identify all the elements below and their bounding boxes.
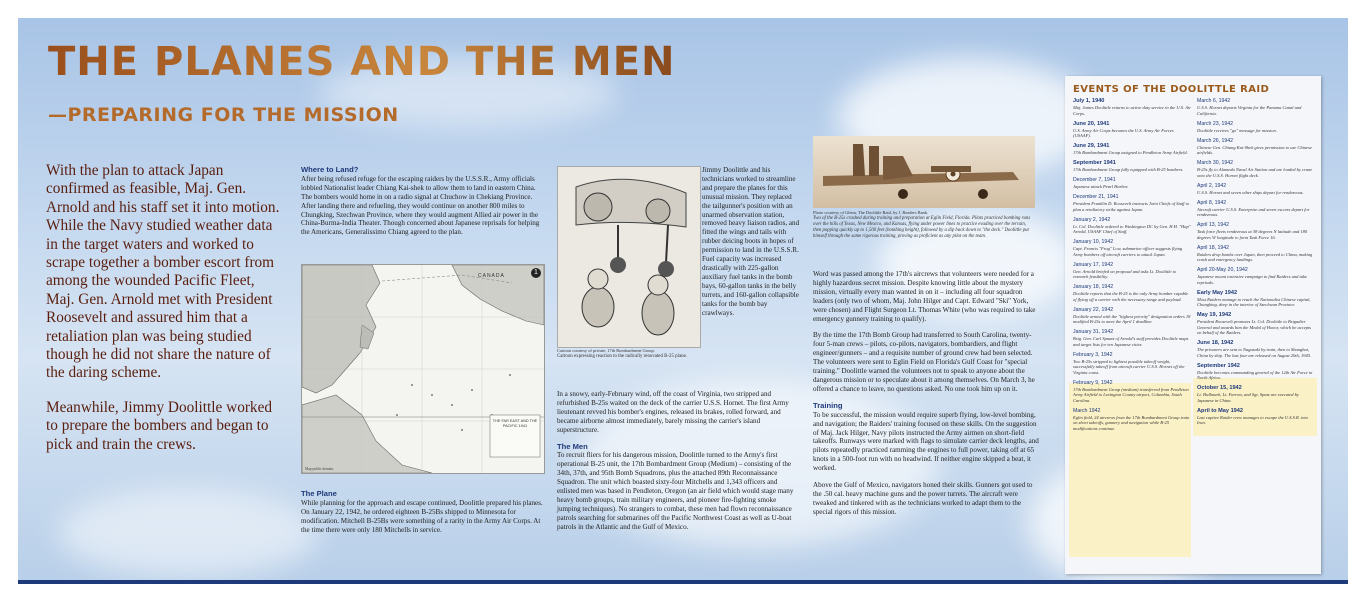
event-text: Aircraft carrier U.S.S. Enterprise and seven escorts depart for rendezvous. [1197,206,1310,217]
event-item [1073,160,1191,173]
map-credit: Map public domain. [305,467,335,471]
the-plane-section [301,490,543,543]
event-date: June 18, 1942 [1197,340,1234,346]
event-date: October 15, 1942 [1197,385,1242,391]
event-date: April to May 1942 [1197,407,1244,414]
section-text: Jimmy Doolittle and his technicians worked to streamline and prepare the planes for this unusual mission. They replaced the tailgunner's position with an unarmed observation station, removed heavy liaison radios, and fitted the wings and tails with rubber deicing boots in hopes of permission to land in the U.S.S.R. Fuel capacity was increased drastically with 225-gallon auxiliary fuel tanks in the bomb bays, 60-gallon tanks in the belly turrets, and 160-gallon collapsible tanks for the bomb bay crawlways. [702,166,800,317]
event-text: Lt. Hallmark, Lt. Farrow, and Sgt. Spatz are executed by Japanese in China. [1197,392,1299,403]
event-text: U.S.S. Hornet departs Virginia for the Panama Canal and California. [1197,105,1302,116]
event-text: Task force fleets rendezvous at 38 degrees N latitude and 180 degrees W longitude to form Task Force 16. [1197,229,1308,240]
photo-credit: Photo courtesy of Glenn, The Doolittle Raid, by J. Readers Bank. [813,210,929,215]
where-to-land-section [301,166,543,245]
event-item [1197,121,1315,134]
event-date: March 6, 1942 [1197,98,1231,104]
panel-border [18,580,1348,584]
event-text: Two B-25s stripped to lightest possible takeoff weight, successfully takeoff from aircraft carrier U.S.S. Hornet off the Virginia coast. [1073,358,1185,375]
event-item [1197,340,1315,358]
event-date: March 26, 1942 [1197,137,1234,144]
section-heading: Where to Land? [301,165,359,174]
event-text: U.S. Army Air Corps becomes the U.S. Army Air Forces (USAAF). [1073,127,1174,138]
event-item [1197,138,1315,156]
event-item [1197,222,1315,240]
event-item [1197,363,1315,381]
event-text: Gen. Arnold briefed on proposal and asks Lt. Doolittle to research feasibility. [1073,268,1177,279]
lead-text [46,162,286,470]
event-text: The prisoners are sent to Nagasaki by train, then to Shanghai, China by ship. The last four are released on August 20th, 1945. [1197,347,1312,358]
event-text: Lt. Col. Doolittle ordered to Washington DC by Gen. H.H. "Hap" Arnold, USAAF Chief of Staff. [1073,223,1191,234]
event-item [1073,352,1191,376]
event-text: Most Raiders manage to reach the Nationalist Chinese capital, Chungking, deep in the interior of Szechwan Province. [1197,296,1311,307]
section-text: By the time the 17th Bomb Group had transferred to South Carolina, twenty-four 5-man crews – pilots, co-pilots, navigators, bombardiers, and flight engineer/gunners – and a requisite number of ground crew had been selected. The volunteers were sent to Eglin Field on Florida's Gulf Coast for "special training." Doolittle warned the volunteers not to speak to anyone about the dangerous mission or to speculate about it among themselves. On March 3, he offered a chance to leave, no questions asked. No one took him up on it. [813,331,1035,393]
event-item [1197,290,1315,308]
section-heading: Training [813,400,843,410]
event-text: 17th Bombardment Group assigned to Pendleton Army Airfield. [1073,150,1188,155]
page-subtitle: —PREPARING FOR THE MISSION [48,104,399,126]
map-graphic [302,265,544,473]
event-text: U.S.S. Hornet and seven other ships depart for rendezvous. [1197,189,1304,195]
event-date: May 19, 1942 [1197,312,1232,318]
section-text: Word was passed among the 17th's aircrews that volunteers were needed for a highly hazardous secret mission. Despite knowing little about the mystery mission, virtually every man wanted in on it – including all four squadron leaders (only two of whom, Maj. John Hilger and Capt. Edward "Ski" York, were chosen) and Flight Surgeon Lt. Thomas White (who was required to take emergency gunnery training to qualify). [813,270,1036,323]
event-text: 17th Bombardment Group fully equipped with B-25 bombers. [1073,167,1184,172]
event-text: Doolittle armed with the "highest priority" designation orders 18 modified B-25s to meet the April 1 deadline. [1073,313,1191,324]
map-badge: 1 [531,268,541,278]
event-text: Japanese attack Pearl Harbor. [1073,184,1129,189]
photo-caption-text: Two of the B-25s crashed during training and preparation at Eglin Field, Florida. Pilots practiced bombing runs over the hills of Texas, New Mexico, and Kansas, flying under power lines to practice evading over the terrain, then popping quickly up to 1,500 feet (bombing height), followed by a dip back down to "the deck." Doolittle put himself through the same rigorous training, proving as proficient as any pilot on the team. [813,215,1031,239]
event-item [1073,177,1191,190]
event-item [1073,262,1191,280]
event-date: December 7, 1941 [1073,177,1116,183]
event-date: March 30, 1942 [1197,160,1234,166]
section-text: While planning for the approach and escape continued, Doolittle prepared his planes. On January 22, 1942, he ordered eighteen B-25Bs shipped to Minnesota for modification. Mitchell B-25Bs were something of a rarity in the Army Air Corps. At the time there were only 180 Mitchells in service. [301,498,543,534]
event-item [1073,217,1191,235]
section-text: In a snowy, early-February wind, off the coast of Virginia, two stripped and refurbished B-25s waited on the deck of the carrier U.S.S. Hornet. The first Army lieutenant revved his bomber's engines, released its brakes, rolled forward, and became airborne almost immediately, barely missing the carrier's island superstructure. [557,390,789,434]
event-item [1073,194,1191,212]
event-date: April 2, 1942 [1197,182,1227,189]
event-text: Capt. Francis "Frog" Low, submarine officer suggests flying Army bombers off aircraft carriers to attack Japan. [1073,246,1183,257]
modifications-section [702,166,800,325]
men-section [557,390,800,540]
event-date: July 1, 1940 [1073,98,1105,104]
section-text: To be successful, the mission would require superb flying, low-level bombing, and navigation; the Raiders' training focused on these skills. On the suggestion of Maj. Jack Hilger, Navy pilots instructed the Army airmen on short-field takeoffs. Runways were marked with flags to simulate carrier deck lengths, and pilots repeatedly practiced ramming the engines to full power, taking off at 65 knots in a 500-foot run with no headwind. If neither engine skipped a beat, it worked. [813,410,1039,473]
event-date: January 17, 1942 [1073,261,1114,268]
map-inset-title: THE FAR EAST AND THE PACIFIC 1941 [492,419,538,428]
events-timeline [1065,76,1321,574]
events-column-right [1197,98,1315,430]
photo-caption [813,210,1035,240]
event-date: January 2, 1942 [1073,216,1111,223]
section-heading: The Plane [301,489,337,498]
event-date: April 18, 1942 [1197,244,1230,251]
section-heading: The Men [557,441,588,451]
event-date: February 9, 1942 [1073,379,1113,386]
event-text: B-25s fly to Alameda Naval Air Station and are loaded by crane onto the U.S.S. Hornet flight deck. [1197,167,1313,178]
event-item [1073,380,1191,404]
event-text: Doolittle reports that the B-25 is the only Army bomber capable of flying off a carrier with the necessary range and payload. [1073,291,1189,302]
lead-paragraph: Meanwhile, Jimmy Doolittle worked to prepare the bombers and began to pick and train the crews. [46,398,273,453]
b25-photo [813,136,1035,208]
event-text: Doolittle receives "go" message for mission. [1197,127,1277,133]
pacific-map [301,264,545,474]
event-text: Brig. Gen. Carl Spaatz of Arnold's staff provides Doolittle maps and target lists for ten Japanese cities. [1073,336,1189,347]
event-item [1073,284,1191,302]
event-text: Last captive Raider crew manages to escape the U.S.S.R. into Iran. [1197,414,1308,425]
event-item [1197,385,1315,403]
event-item [1073,98,1191,116]
event-date: December 21, 1941 [1073,194,1119,200]
event-date: February 3, 1942 [1073,351,1113,358]
event-item [1073,143,1191,156]
cartoon-credit: Cartoon courtesy of private, 17th Bombardment Group. [557,348,655,353]
section-text: After being refused refuge for the escaping raiders by the U.S.S.R., Army officials lobbied Nationalist leader Chiang Kai-shek to allow them to land in eastern China. The bombers would home in on a radio signal at Chuchow in Chekiang Province. After landing there and refueling, they would continue on another 800 miles to Chungking, Szechwan Province, where they would augment Allied air power in the China-Burma-India Theater. Though concerned about Japanese reprisals for helping the Americans, Generalissimo Chiang agreed to the plan. [301,174,540,237]
event-text: Japanese mount extensive campaign to find Raiders and take reprisals. [1197,274,1307,285]
event-item [1197,98,1315,116]
event-text: President Roosevelt promotes Lt. Col. Doolittle to Brigadier General and awards him the Medal of Honor, which he accepts on behalf of the Raiders. [1197,319,1311,335]
cartoon-caption-text: Cartoon expressing reaction to the radically renovated B-25 plane. [557,353,687,359]
volunteers-section [813,270,1039,525]
events-column-left [1073,98,1191,436]
page-title: THE PLANES AND THE MEN [48,39,676,85]
event-item [1073,329,1191,347]
exhibit-panel [18,18,1348,584]
cartoon-caption [557,348,699,360]
event-text: 17th Bombardment Group (medium) transferred from Pendleton Army Airfield to Lexington County airport, Columbia, South Carolina. [1073,386,1189,403]
event-date: April 8, 1942 [1197,199,1227,206]
b25-cartoon-image [557,166,701,348]
event-date: June 20, 1941 [1073,120,1110,127]
event-text: Maj. James Doolittle returns to active duty service in the U.S. Air Corps. [1073,105,1191,116]
event-date: January 31, 1942 [1073,329,1114,335]
event-item [1197,267,1315,285]
photo-graphic [813,136,1035,208]
map-label-canada: CANADA [478,273,505,279]
event-item [1197,245,1315,263]
lead-paragraph: With the plan to attack Japan confirmed as feasible, Maj. Gen. Arnold and his staff set it into motion. While the Navy studied weather data in the target waters and worked to scrape together a bomber escort from among the wounded Pacific Fleet, Maj. Gen. Arnold met with President Roosevelt and assured him that a retaliation plan was being studied though he did not share the nature of the daring scheme. [46,162,280,382]
event-item [1197,312,1315,336]
event-date: March 1942 [1073,407,1101,414]
event-date: April 20-May 20, 1942 [1197,267,1248,273]
section-text: To recruit fliers for his dangerous mission, Doolittle turned to the Army's first operational B-25 unit, the 17th Bombardment Group (Medium) – consisting of the 34th, 37th, and 95th Bomb Squadrons, plus the attached 89th Reconnaissance Squadron. The unit which boasted sixty-four Mitchells and 1,343 officers and enlisted men was based in Pendleton, Oregon (an air field which would stage many heavy bomb groups, train military engineers, and pioneer fire-fighting smoke jumping techniques). No strangers to combat, these men had flown reconnaissance patrols searching for submarines off the Pacific Northwest Coast as well as U-boat patrols in the Atlantic and the Gulf of Mexico. [557,451,794,531]
event-item [1073,121,1191,139]
event-text: Doolittle becomes commanding general of the 12th Air Force in North Africa. [1197,369,1313,380]
event-date: April 13, 1942 [1197,222,1230,228]
event-item [1073,239,1191,257]
event-text: Raiders drop bombs over Japan, then proceed to China, making crash and emergency landings. [1197,251,1313,262]
event-date: September 1941 [1073,160,1116,166]
event-date: September 1942 [1197,362,1240,369]
event-date: Early May 1942 [1197,289,1238,296]
event-item [1197,160,1315,178]
events-title: EVENTS OF THE DOOLITTLE RAID [1073,84,1270,95]
event-date: January 10, 1942 [1073,239,1114,245]
cartoon-graphic [558,167,700,347]
event-text: Eglin field, 24 aircrews from the 17th Bombardment Group train on short takeoffs, gunnery and navigation while B-25 modifications continue. [1073,414,1190,431]
event-date: March 23, 1942 [1197,120,1234,127]
event-item [1073,307,1191,325]
event-date: June 29, 1941 [1073,143,1110,149]
event-text: President Franklin D. Roosevelt instructs Joint Chiefs of Staff to plan a retaliatory strike against Japan. [1073,201,1190,212]
event-date: January 18, 1942 [1073,284,1114,290]
event-item [1197,183,1315,196]
event-item [1197,200,1315,218]
event-item [1197,408,1315,426]
event-text: Chinese Gen. Chiang Kai-Shek gives permission to use Chinese airfields. [1197,144,1312,155]
section-text: Above the Gulf of Mexico, navigators honed their skills. Gunners got used to the .50 cal. heavy machine guns and the power turrets. The aircraft were tweaked and tinkered with as the technicians worked to adapt them to the special rigors of this mission. [813,481,1033,516]
event-item [1073,408,1191,432]
event-date: January 22, 1942 [1073,306,1114,313]
